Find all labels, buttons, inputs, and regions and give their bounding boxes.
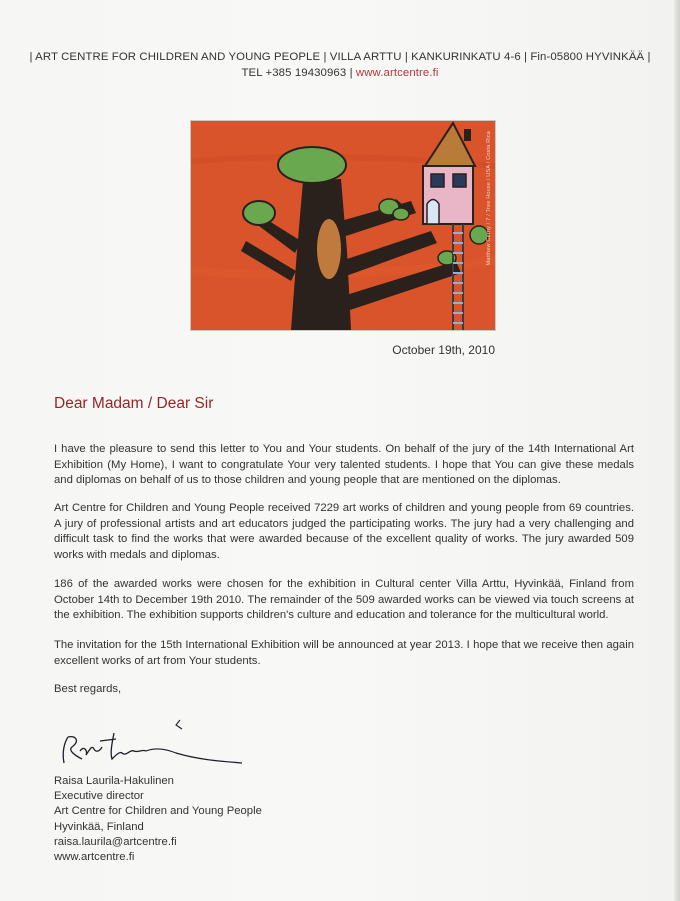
paper-edge [674, 0, 680, 901]
handwritten-signature [56, 715, 246, 770]
signatory-organization: Art Centre for Children and Young People [54, 805, 262, 818]
letterhead-address: | ART CENTRE FOR CHILDREN AND YOUNG PEOPLE | VILLA ARTTU | KANKURINKATU 4-6 | Fin-05800 HYVINKÄÄ | [29, 51, 651, 63]
signatory-email[interactable]: raisa.laurila@artcentre.fi [54, 835, 177, 848]
signatory-location: Hyvinkää, Finland [54, 820, 144, 833]
letterhead-url[interactable]: www.artcentre.fi [355, 67, 439, 79]
artwork-caption: Matthew Cerny / 7 / Tree House / USA / Costa Rica [486, 131, 492, 266]
tree-house-drawing [191, 121, 495, 330]
letterhead-tel: TEL +385 19430963 | [241, 67, 356, 79]
signatory-title: Executive director [54, 790, 144, 803]
paragraph-congratulations: I have the pleasure to send this letter to You and Your students. On behalf of the jury of the 14th International Art Exhibition (My Home), I want to congratulate Your very talented students. I hope that You can give these medals and diplomas on behalf of us to those children and young people that are mentioned on the diplomas. [54, 443, 634, 486]
paragraph-jury: Art Centre for Children and Young People received 7229 art works of children and young people from 69 countries. A jury of professional artists and art educators judged the participating works. The jury had a very challenging and difficult task to find the works that were awarded because of the excellent quality of works. The jury awarded 509 works with medals and diplomas. [54, 502, 634, 561]
signatory-website[interactable]: www.artcentre.fi [54, 851, 135, 864]
paragraph-exhibition: 186 of the awarded works were chosen for the exhibition in Cultural center Villa Arttu, Hyvinkää, Finland from October 14th to December 19th 2010. The remainder of the 509 awarded works can be viewed via touch screens at the exhibition. The exhibition supports children's culture and education and tolerance for the multicultural world. [54, 578, 634, 621]
closing: Best regards, [54, 683, 122, 695]
salutation: Dear Madam / Dear Sir [54, 395, 214, 412]
letter-date: October 19th, 2010 [392, 343, 495, 357]
signature-block [54, 774, 262, 865]
signatory-name: Raisa Laurila-Hakulinen [54, 775, 174, 787]
paragraph-invitation: The invitation for the 15th International Exhibition will be announced at year 2013. I hope that we receive then again excellent works of art from Your students. [54, 639, 634, 667]
children-artwork-tree-house [191, 121, 495, 330]
letterhead [0, 49, 680, 81]
letterhead-contact [0, 65, 680, 81]
